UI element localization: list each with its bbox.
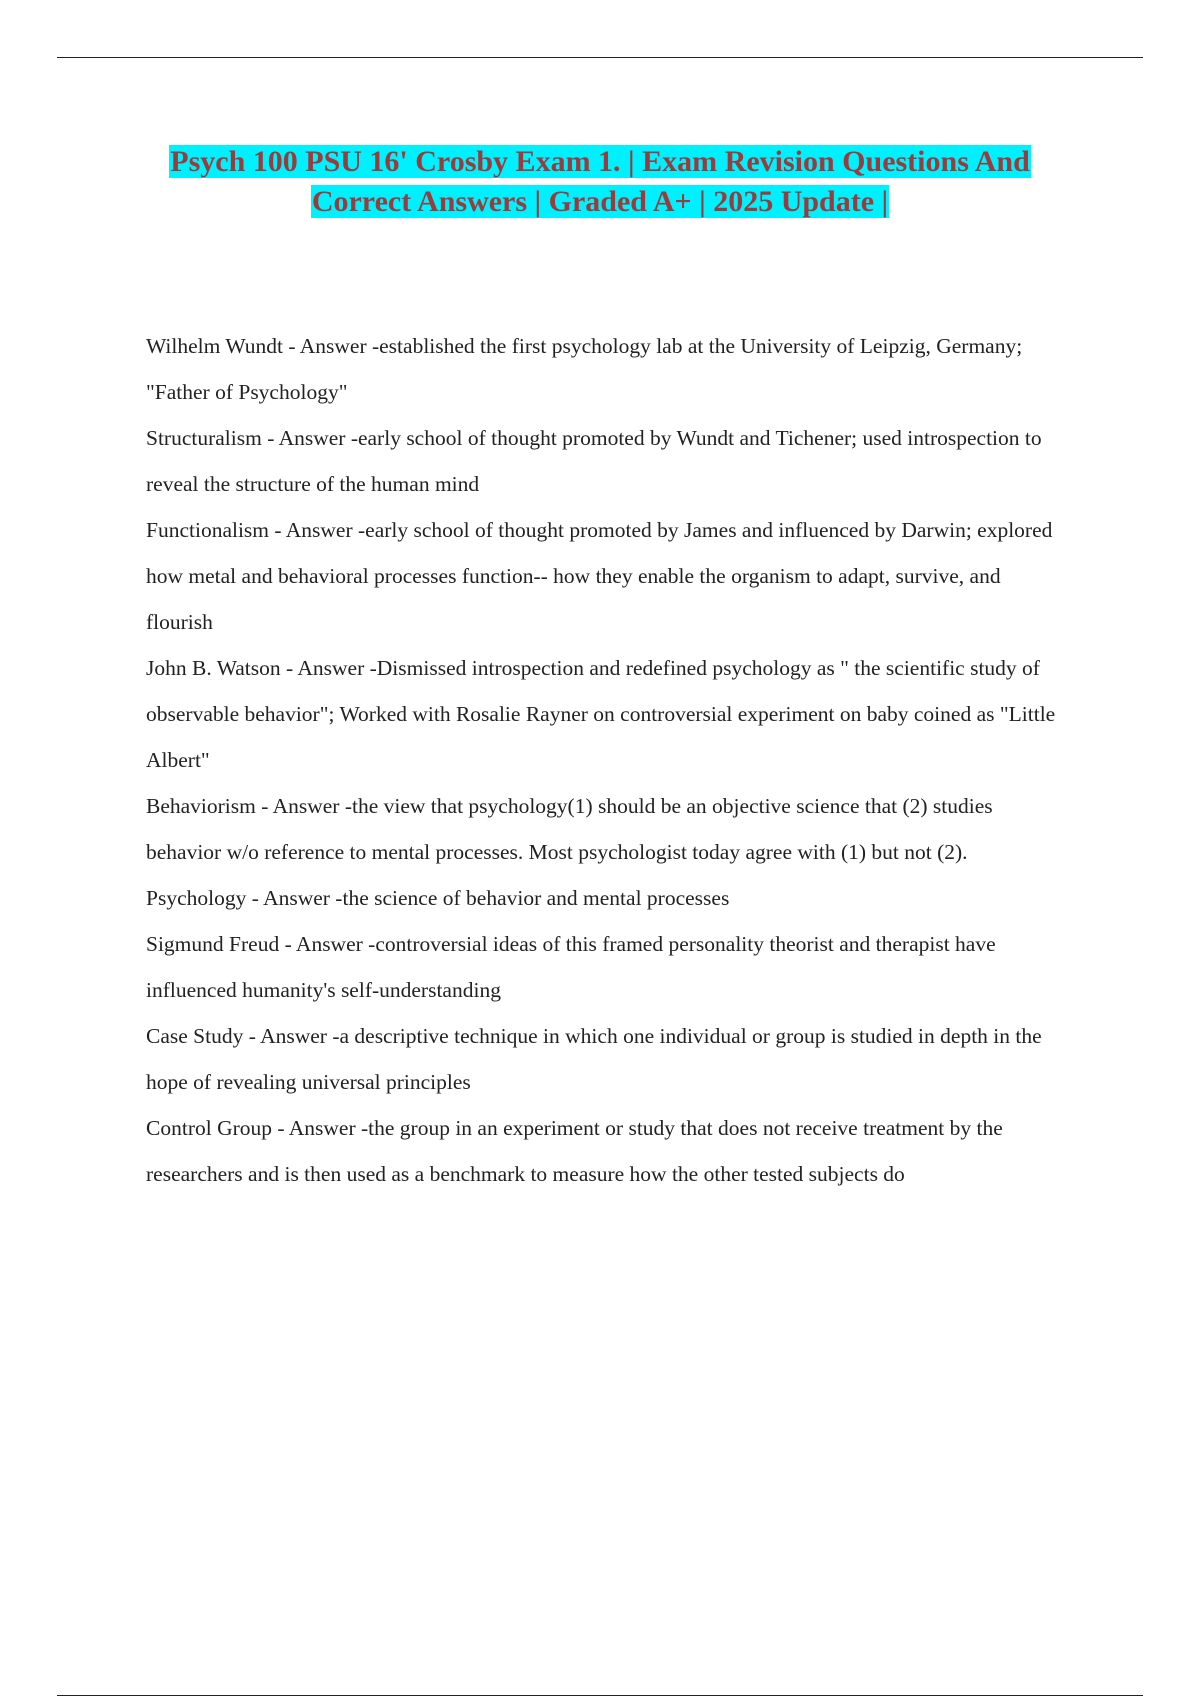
title-line-1: Psych 100 PSU 16' Crosby Exam 1. | Exam Revision Questions And [170,145,1030,178]
paragraph: researchers and is then used as a benchmark to measure how the other tested subjects do [146,1162,905,1186]
paragraph: Structuralism - Answer -early school of thought promoted by Wundt and Tichener; used introspection to [146,426,1042,450]
paragraph: behavior w/o reference to mental processes. Most psychologist today agree with (1) but not (2). [146,840,968,864]
paragraph: reveal the structure of the human mind [146,472,480,496]
paragraph: Wilhelm Wundt - Answer -established the first psychology lab at the University of Leipzig, Germany; [146,334,1023,358]
top-rule [57,57,1143,58]
paragraph: Case Study - Answer -a descriptive technique in which one individual or group is studied in depth in the [146,1024,1042,1048]
paragraph: "Father of Psychology" [146,380,348,404]
paragraph: Functionalism - Answer -early school of thought promoted by James and influenced by Darwin; explored [146,518,1053,542]
paragraph: hope of revealing universal principles [146,1070,471,1094]
paragraph: observable behavior"; Worked with Rosalie Rayner on controversial experiment on baby coined as "Little [146,702,1056,726]
paragraph: Behaviorism - Answer -the view that psychology(1) should be an objective science that (2) studies [146,794,993,818]
paragraph: Albert" [146,748,210,772]
paragraph: Control Group - Answer -the group in an experiment or study that does not receive treatment by the [146,1116,1003,1140]
paragraph: Sigmund Freud - Answer -controversial ideas of this framed personality theorist and therapist have [146,932,996,956]
paragraph: John B. Watson - Answer -Dismissed introspection and redefined psychology as " the scientific study of [146,656,1040,680]
paragraph: influenced humanity's self-understanding [146,978,501,1002]
paragraph: Psychology - Answer -the science of behavior and mental processes [146,886,730,910]
paragraph: flourish [146,610,213,634]
paragraph: how metal and behavioral processes function-- how they enable the organism to adapt, survive, and [146,564,1001,588]
bottom-rule [57,1695,1143,1696]
document-body [146,331,1087,1205]
title-line-2: Correct Answers | Graded A+ | 2025 Update | [311,185,889,218]
document-title [100,142,1100,222]
